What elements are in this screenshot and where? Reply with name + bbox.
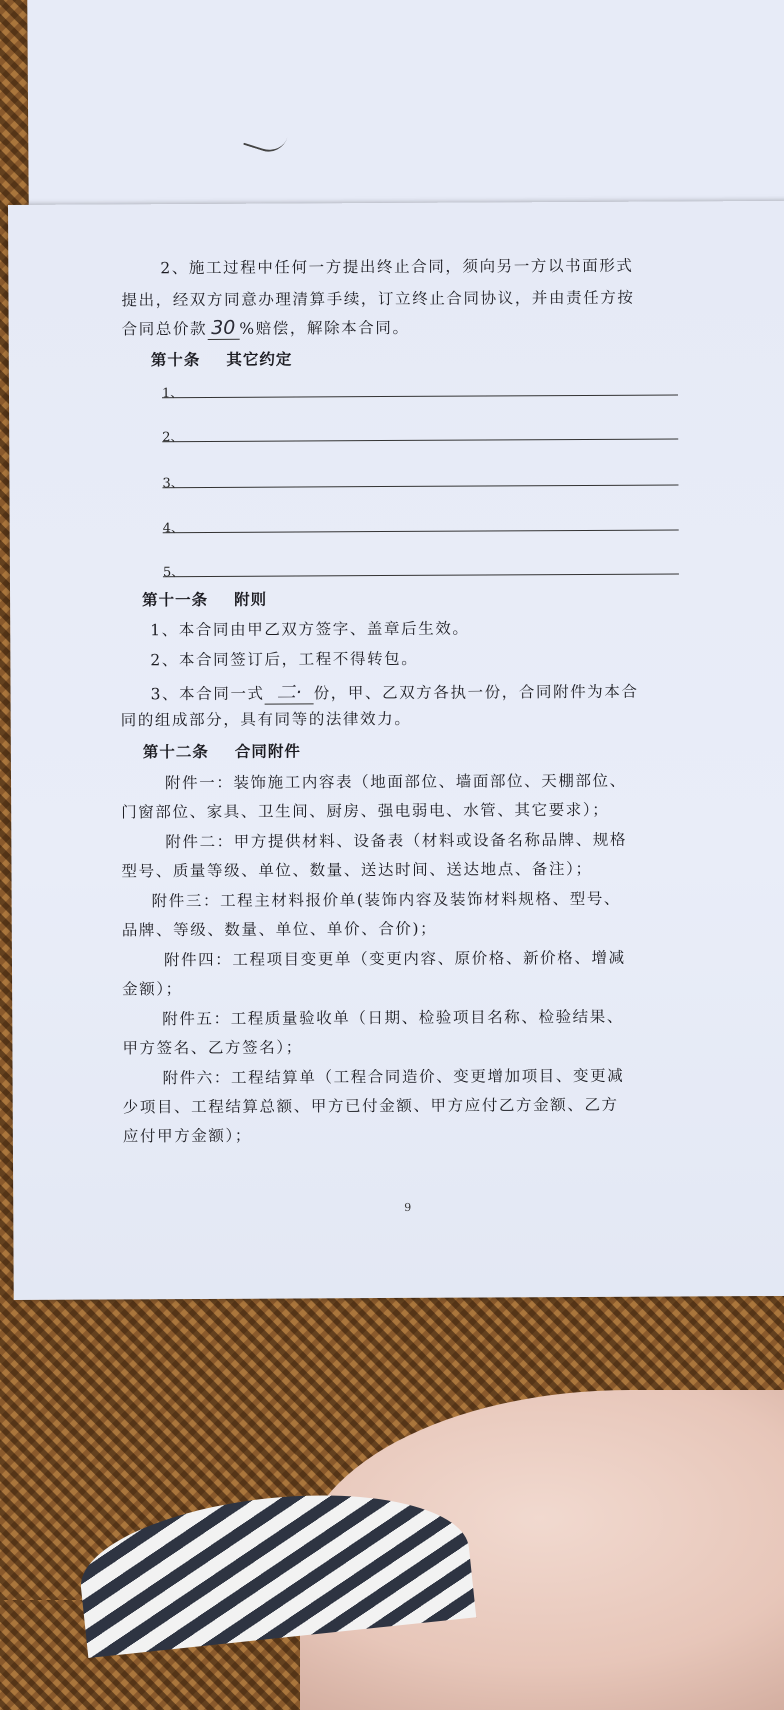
annex-1-line-2: 门窗部位、家具、卫生间、厨房、强电弱电、水管、其它要求）；	[121, 800, 610, 822]
pen-mark	[243, 126, 287, 157]
handwritten-copies: 二·	[265, 681, 314, 704]
clause-9-item-2-line-1: 2、施工过程中任何一方提出终止合同，须向另一方以书面形式	[160, 256, 634, 278]
total-price-label: 合同总价款	[121, 319, 208, 339]
annex-4-line-1: 附件四：工程项目变更单（变更内容、原价格、新价格、增减	[163, 948, 626, 970]
annex-3-line-2: 品牌、等级、数量、单位、单价、合价)；	[121, 919, 438, 940]
annex-1-line-1: 附件一：装饰施工内容表（地面部位、墙面部位、天棚部位、	[164, 771, 627, 793]
article-12-heading	[143, 739, 301, 762]
copies-text: 份，甲、乙双方各执一份，合同附件为本合	[313, 682, 639, 703]
annex-4-line-2: 金额）；	[122, 980, 183, 999]
blank-number-4: 4、	[162, 521, 185, 537]
annex-6-line-3: 应付甲方金额）；	[122, 1126, 252, 1146]
article-10-heading	[151, 348, 293, 371]
handwritten-percent: 30	[207, 317, 239, 340]
compensation-text: %赔偿，解除本合同。	[239, 318, 410, 338]
copies-label: 3、本合同一式	[150, 684, 265, 704]
blank-number-5: 5、	[162, 565, 185, 581]
article-12-title: 合同附件	[234, 742, 301, 761]
annex-5-line-2: 甲方签名、乙方签名）；	[122, 1038, 303, 1058]
blank-number-3: 3、	[162, 476, 184, 492]
article-11-item-1: 1、本合同由甲乙双方签字、盖章后生效。	[150, 619, 470, 640]
article-11-item-3	[150, 676, 638, 706]
clause-9-item-2-line-2: 提出，经双方同意办理清算手续，订立终止合同协议，并由责任方按	[121, 288, 635, 310]
article-11-number: 第十一条	[142, 590, 209, 610]
page-number: 9	[404, 1200, 412, 1214]
blank-number-1: 1、	[161, 386, 184, 402]
contract-page	[8, 201, 784, 1300]
blank-line-4	[163, 529, 679, 533]
article-11-title: 附则	[234, 590, 268, 609]
clause-9-item-2-line-3	[122, 316, 410, 340]
blank-line-1	[162, 394, 678, 398]
blank-number-2: 2、	[162, 430, 184, 446]
annex-2-line-2: 型号、质量等级、单位、数量、送达时间、送达地点、备注）；	[121, 859, 593, 881]
blank-line-2	[162, 438, 678, 442]
article-10-number: 第十条	[150, 350, 201, 370]
annex-3-line-1: 附件三：工程主材料报价单(装饰内容及装饰材料规格、型号、	[151, 889, 622, 911]
article-11-heading	[142, 588, 267, 611]
blank-line-3	[162, 484, 678, 488]
annex-6-line-1: 附件六：工程结算单（工程合同造价、变更增加项目、变更减	[162, 1066, 625, 1088]
annex-6-line-2: 少项目、工程结算总额、甲方已付金额、甲方应付乙方金额、乙方	[122, 1095, 619, 1117]
annex-5-line-1: 附件五：工程质量验收单（日期、检验项目名称、检验结果、	[162, 1007, 625, 1029]
article-10-title: 其它约定	[226, 350, 293, 369]
article-11-item-3-line-2: 同的组成部分，具有同等的法律效力。	[120, 709, 412, 730]
blank-line-5	[163, 573, 679, 577]
annex-2-line-1: 附件二：甲方提供材料、设备表（材料或设备名称品牌、规格	[165, 830, 628, 852]
article-11-item-2: 2、本合同签订后，工程不得转包。	[150, 649, 419, 670]
article-12-number: 第十二条	[142, 742, 209, 762]
upper-page-sheet	[27, 0, 784, 218]
